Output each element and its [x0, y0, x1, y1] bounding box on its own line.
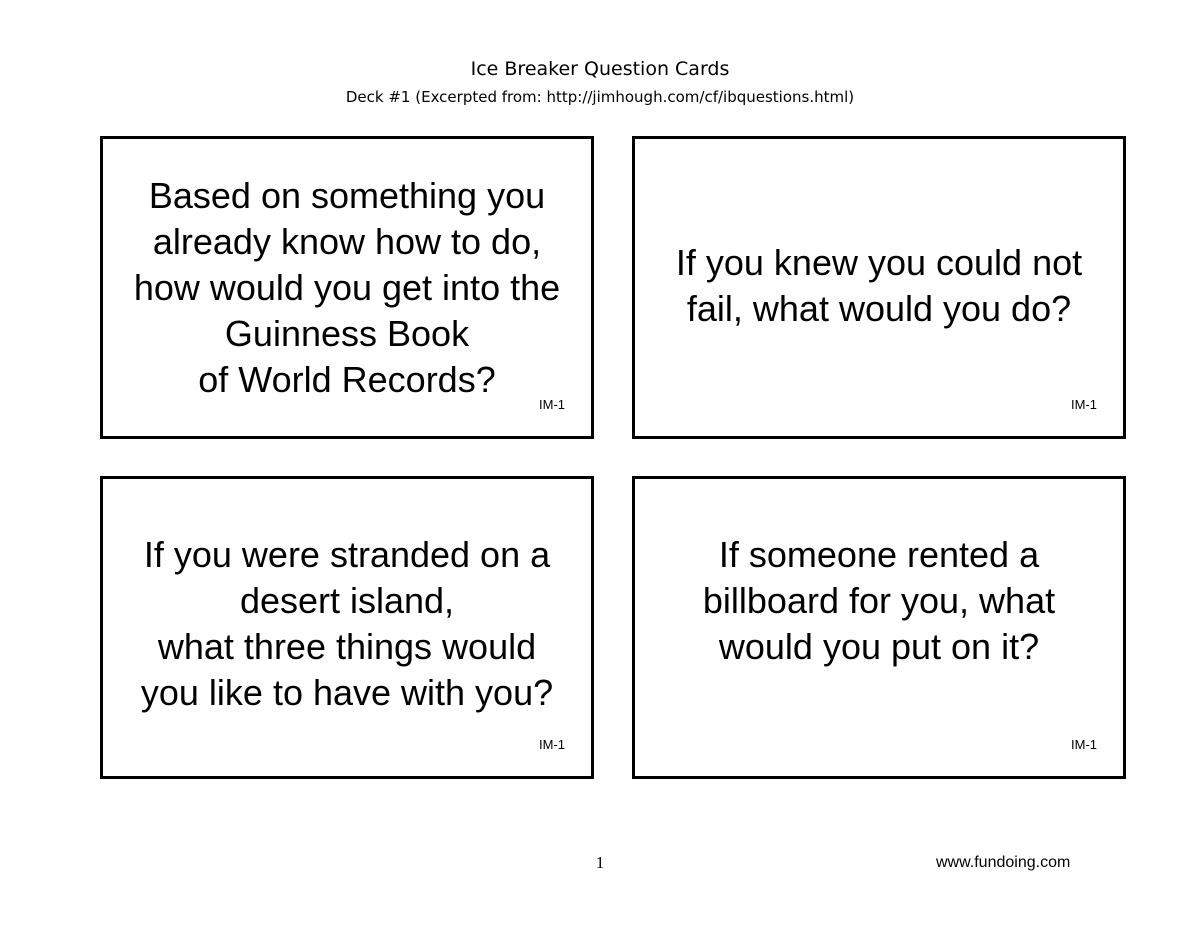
card-code: IM-1 — [539, 397, 565, 412]
page-title: Ice Breaker Question Cards — [470, 58, 730, 80]
question-line: Guinness Book — [224, 313, 470, 354]
question-line: would you put on it? — [718, 626, 1040, 667]
question-line: If you knew you could not — [675, 242, 1083, 283]
question-text — [641, 240, 1117, 332]
question-card — [100, 476, 594, 779]
website-url: www.fundoing.com — [936, 854, 1071, 871]
question-line: what three things would — [157, 626, 537, 667]
question-line: billboard for you, what — [702, 580, 1056, 621]
question-line: If you were stranded on a — [143, 534, 551, 575]
question-text — [109, 173, 585, 403]
question-line: how would you get into the — [133, 267, 561, 308]
question-text — [109, 532, 585, 716]
card-code: IM-1 — [1071, 737, 1097, 752]
question-line: desert island, — [239, 580, 455, 621]
question-line: If someone rented a — [718, 534, 1040, 575]
question-line: Based on something you — [148, 175, 546, 216]
question-line: of World Records? — [198, 359, 496, 400]
card-code: IM-1 — [539, 737, 565, 752]
question-card — [632, 136, 1126, 439]
question-line: you like to have with you? — [140, 672, 554, 713]
page-subtitle: Deck #1 (Excerpted from: http://jimhough.com/cf/ibquestions.html) — [345, 88, 855, 106]
page-number: 1 — [595, 853, 605, 872]
question-card — [100, 136, 594, 439]
card-code: IM-1 — [1071, 397, 1097, 412]
question-line: already know how to do, — [152, 221, 542, 262]
question-card — [632, 476, 1126, 779]
question-line: fail, what would you do? — [686, 288, 1072, 329]
question-text — [641, 532, 1117, 670]
